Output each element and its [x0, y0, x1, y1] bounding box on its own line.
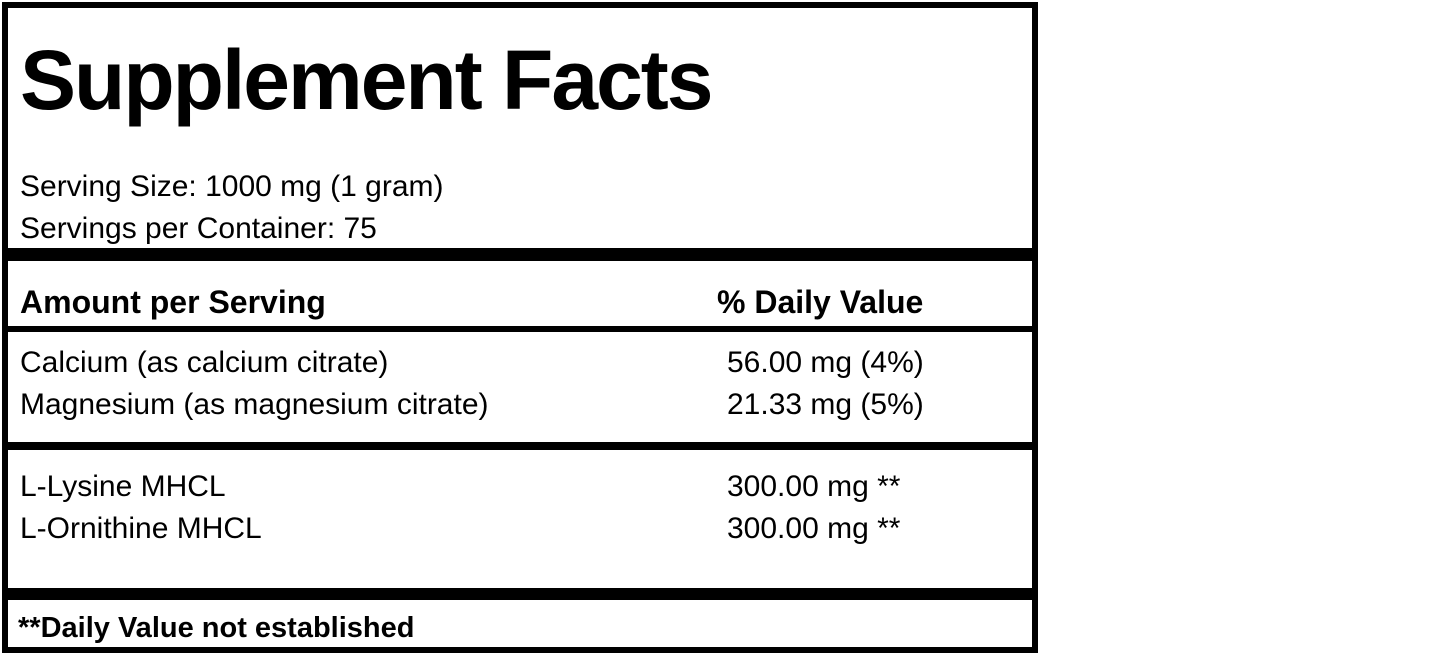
- nutrient-row-lysine: [8, 466, 1032, 508]
- thin-divider-under-headers: [8, 326, 1032, 332]
- amount-per-serving-header: Amount per Serving: [20, 284, 326, 320]
- nutrient-value: 300.00 mg **: [727, 470, 901, 503]
- nutrient-row-magnesium: [8, 384, 1032, 426]
- thick-divider-bottom: [8, 588, 1032, 600]
- daily-value-header: % Daily Value: [717, 284, 924, 320]
- nutrient-name: L-Lysine MHCL: [20, 470, 226, 503]
- serving-info: [20, 166, 444, 250]
- column-header-row: [8, 280, 1032, 324]
- panel-title: Supplement Facts: [20, 33, 712, 127]
- nutrient-value: 21.33 mg (5%): [727, 388, 924, 421]
- nutrient-row-ornithine: [8, 508, 1032, 550]
- nutrient-row-calcium: [8, 342, 1032, 384]
- serving-size-line: Serving Size: 1000 mg (1 gram): [20, 170, 444, 203]
- daily-value-footnote: **Daily Value not established: [18, 612, 415, 644]
- nutrient-name: Calcium (as calcium citrate): [20, 346, 389, 379]
- nutrient-value: 56.00 mg (4%): [727, 346, 924, 379]
- supplement-facts-panel: [2, 2, 1038, 653]
- nutrient-name: Magnesium (as magnesium citrate): [20, 388, 489, 421]
- thick-divider-top: [8, 248, 1032, 261]
- nutrient-name: L-Ornithine MHCL: [20, 512, 262, 545]
- minerals-section: [8, 342, 1032, 426]
- medium-divider-mid: [8, 442, 1032, 450]
- nutrient-value: 300.00 mg **: [727, 512, 901, 545]
- amino-acids-section: [8, 466, 1032, 550]
- servings-per-container-line: Servings per Container: 75: [20, 212, 377, 245]
